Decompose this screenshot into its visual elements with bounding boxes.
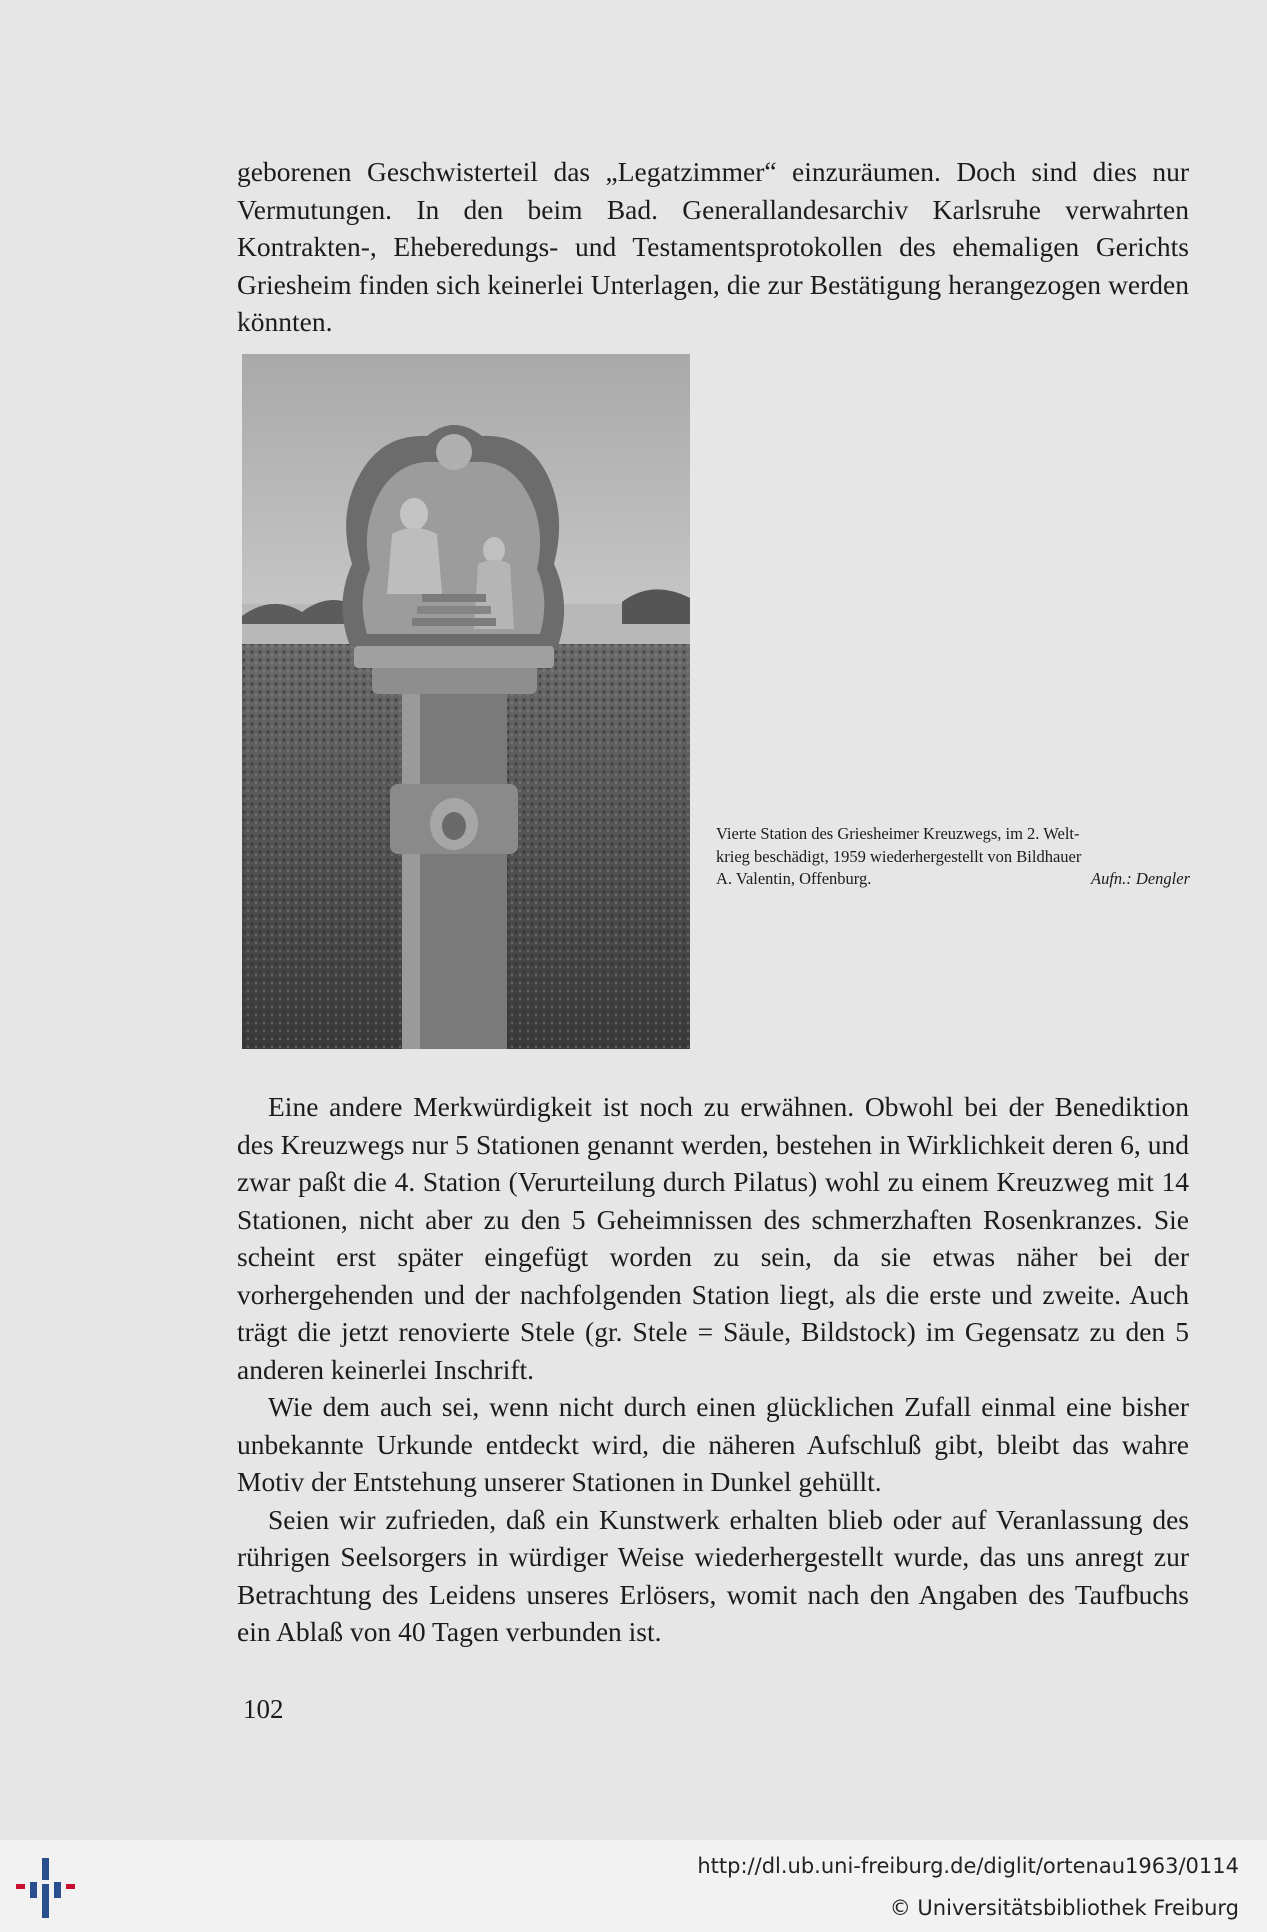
paragraph-3: Seien wir zufrieden, daß ein Kunstwerk erhalten blieb oder auf Veranlassung des rührigen Seelsorgers in würdiger Weise wiederhergestellt wurde, das uns anregt zur Betrachtung des Leidens unseres Erlösers, womit nach den Angaben des Taufbuchs ein Ablaß von 40 Tagen verbunden ist. [237,1503,1189,1647]
copyright-notice: © Universitätsbibliothek Freiburg [889,1896,1239,1920]
caption-line-1: Vierte Station des Griesheimer Kreuzwegs, im 2. Welt- [716,824,1080,843]
wayside-shrine-image [242,354,690,1049]
viewer-footer [0,1840,1267,1932]
document-url-link[interactable]: http://dl.ub.uni-freiburg.de/diglit/ortenau1963/0114 [697,1854,1239,1878]
caption-line-2: krieg beschädigt, 1959 wiederhergestellt von Bildhauer [716,846,1082,866]
caption-line-3-row [716,868,1190,891]
paragraph-1: Eine andere Merkwürdigkeit ist noch zu erwähnen. Obwohl bei der Benediktion des Kreuzwegs nur 5 Stationen genannt werden, bestehen in Wirklichkeit deren 6, und zwar paßt die 4. Station (Verurteilung durch Pilatus) wohl zu einem Kreuzweg mit 14 Stationen, nicht aber zu den 5 Geheimnissen des schmerzhaften Rosenkranzes. Sie scheint erst später eingefügt worden zu sein, da sie etwas näher bei der vorhergehenden und der nachfolgenden Station liegt, als die erste und zweite. Auch trägt die jetzt renovierte Stele (gr. Stele = Säule, Bildstock) im Gegensatz zu den 5 anderen keinerlei Inschrift. [237,1091,1189,1385]
intro-paragraph: geborenen Geschwisterteil das „Legatzimmer“ einzuräumen. Doch sind dies nur Vermutungen. In den beim Bad. Generallandesarchiv Karlsruhe verwahrten Kontrakten-, Eheberedungs- und Testamentsprotokollen des ehemaligen Gerichts Griesheim finden sich keinerlei Unterlagen, die zur Bestätigung herangezogen werden könnten. [237,156,1189,337]
photo-caption [716,823,1190,891]
intro-text [237,153,1189,341]
paragraph-2: Wie dem auch sei, wenn nicht durch einen glücklichen Zufall einmal eine bisher unbekannte Urkunde entdeckt wird, die näheren Aufschluß gibt, bleibt das wahre Motiv der Entstehung unserer Stationen in Dunkel gehüllt. [237,1391,1189,1497]
station-photo [242,354,690,1049]
page-number: 102 [243,1694,284,1724]
caption-line-3: A. Valentin, Offenburg. [716,869,872,888]
body-text [237,1088,1189,1651]
photo-credit: Aufn.: Dengler [1091,869,1190,888]
ub-freiburg-logo-icon[interactable] [14,1856,78,1920]
